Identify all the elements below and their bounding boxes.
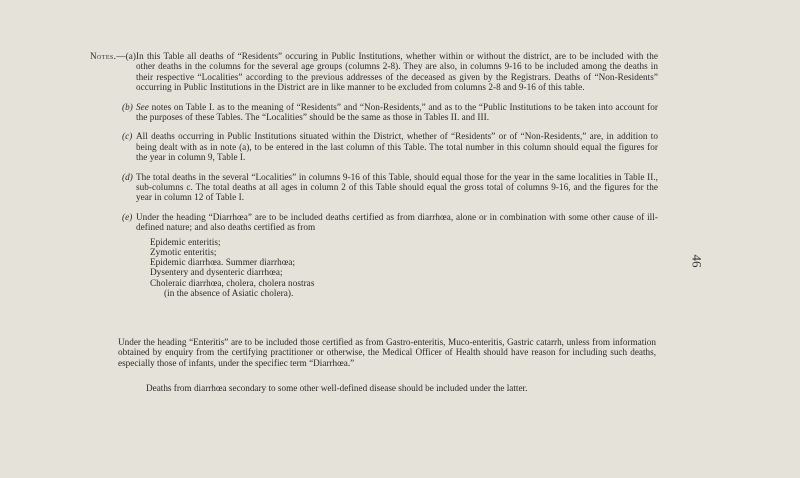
note-text: All deaths occurring in Public Institutions situated within the District, whether of “Residents” or of “Non-Residents,” are, in addition to being dealt with as in note (a), to be entered in the last column of this Table. The total number in this column should equal the figures for the year in column 9, Table I.: [136, 131, 658, 163]
note-label: (e): [122, 211, 133, 222]
note-label: (d): [122, 171, 133, 182]
list-item: Zymotic enteritis;: [150, 246, 217, 257]
note-text: In this Table all deaths of “Residents” occuring in Public Institutions, whether within or without the district, are to be included with the other deaths in the columns for the several age groups (columns 2-8). They are also, in columns 9-16 to be included among the deaths in their respective “Localities” according to the previous addresses of the deceased as given by the Registrars. Deaths of “Non-Residents” occurring in Public Institutions in the District are in like manner to be excluded from columns 2-8 and 9-16 of this table.: [136, 51, 658, 93]
note-b: [90, 102, 658, 123]
secondary-paragraph: Deaths from diarrhœa secondary to some other well-defined disease should be included under the latter.: [146, 383, 528, 393]
note-c: [90, 131, 658, 162]
note-label: (c): [122, 131, 133, 142]
causes-list: [136, 237, 658, 298]
list-item: (in the absence of Asiatic cholera).: [164, 287, 294, 298]
list-item: Epidemic diarrhœa. Summer diarrhœa;: [150, 257, 296, 268]
list-item: Dysentery and dysenteric diarrhœa;: [150, 267, 283, 278]
notes-section: [90, 51, 658, 307]
note-label: (b): [122, 101, 133, 112]
note-text: The total deaths in the several “Localities” in columns 9-16 of this Table, should equal those for the year in the same localities in Table II., sub-columns c. The total deaths at all ages in column 2 of this Table should equal the gross total of columns 9-16, and the figures for the year in column 12 of Table I.: [136, 171, 658, 203]
note-label: —(a): [116, 51, 136, 61]
note-text: Under the heading “Diarrhœa” are to be included deaths certified as from diarrhœa, alone or in combination with some other cause of ill-defined nature; and also deaths certified as from: [136, 211, 658, 233]
note-text: notes on Table I. as to the meaning of “Residents” and “Non-Residents,” and as to the “Public Institutions to be taken into account for the purposes of these Tables. The “Localities” should be the same as those in Tables II. and III.: [136, 101, 658, 123]
enteritis-paragraph: Under the heading “Enteritis” are to be included those certified as from Gastro-enteritis, Muco-enteritis, Gastric catarrh, unless from information obtained by enquiry from the certifying practitioner or otherwise, the Medical Officer of Health should have reason for including such deaths, especially those of infants, under the specifiec term “Diarrhœa.”: [118, 337, 656, 368]
notes-heading: Notes.: [90, 51, 117, 61]
see-word: See: [136, 101, 149, 112]
note-a: [90, 51, 658, 93]
list-item: Choleraic diarrhœa, cholera, cholera nostras: [150, 277, 315, 288]
list-item: Epidemic enteritis;: [150, 236, 221, 247]
page-number: 46: [689, 254, 705, 268]
note-d: [90, 172, 658, 203]
note-e: [90, 212, 658, 298]
